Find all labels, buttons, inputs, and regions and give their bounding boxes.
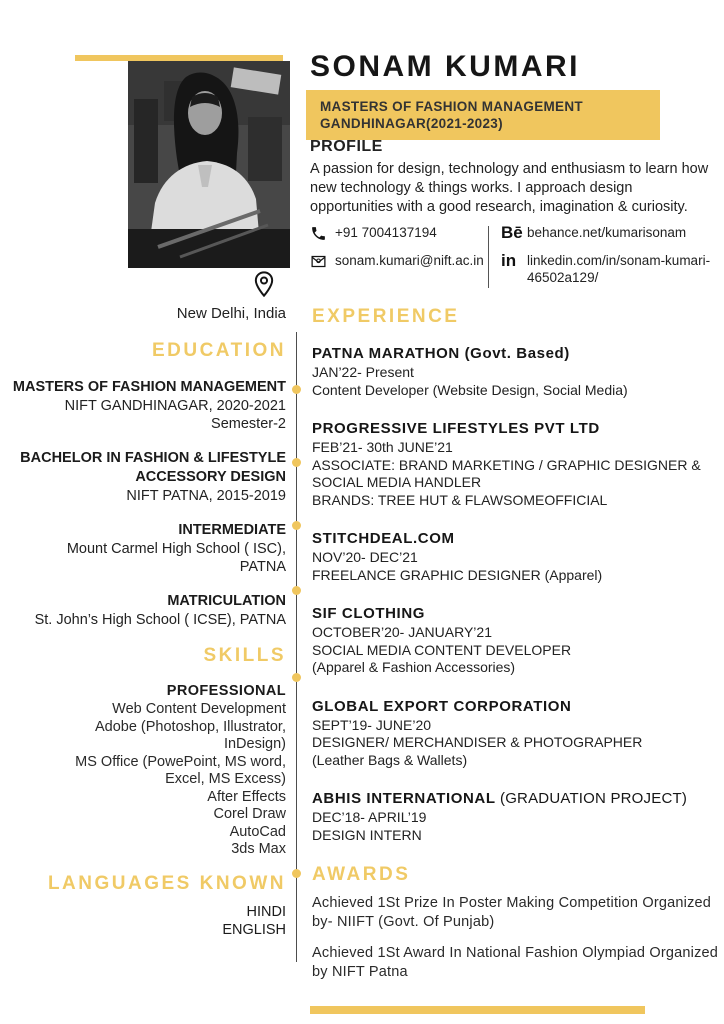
experience-company <box>312 789 720 809</box>
language-item: ENGLISH <box>222 921 286 938</box>
timeline-dot <box>292 869 301 878</box>
education-item-title: MATRICULATION <box>167 593 286 609</box>
skill-item: Corel Draw <box>213 806 286 822</box>
education-item-title: MASTERS OF FASHION MANAGEMENT <box>12 379 286 395</box>
contact-right-column <box>491 224 720 296</box>
behance-icon: Bē <box>501 223 523 242</box>
timeline-dot <box>292 521 301 530</box>
behance-row <box>501 224 720 242</box>
experience-company: PROGRESSIVE LIFESTYLES PVT LTD <box>312 420 600 437</box>
education-item <box>0 449 286 505</box>
email-value[interactable]: sonam.kumari@nift.ac.in <box>335 253 484 268</box>
language-item: HINDI <box>246 903 286 920</box>
location-pin-icon <box>250 270 278 298</box>
education-item <box>0 521 286 576</box>
phone-row <box>310 224 488 242</box>
profile-title: PROFILE <box>310 138 383 155</box>
linkedin-value[interactable]: linkedin.com/in/sonam-kumari-46502a129/ <box>527 253 711 285</box>
column-divider <box>296 332 297 962</box>
education-item-line: NIFT PATNA, 2015-2019 <box>126 488 286 504</box>
contact-section <box>310 224 720 296</box>
timeline-dot <box>292 586 301 595</box>
experience-item <box>312 419 720 509</box>
education-item-line: St. John’s High School ( ICSE), PATNA <box>34 612 286 628</box>
location-value: New Delhi, India <box>176 305 286 322</box>
experience-line: DEC’18- APRIL’19 <box>312 809 427 825</box>
experience-line: DESIGN INTERN <box>312 826 422 843</box>
timeline-dot <box>292 458 301 467</box>
contact-left-column <box>310 224 488 296</box>
education-item-line: Mount Carmel High School ( ISC), PATNA <box>66 541 286 575</box>
left-column <box>0 332 286 939</box>
award-item: Achieved 1St Prize In Poster Making Competition Organized by- NIIFT (Govt. Of Punjab) <box>312 895 712 930</box>
experience-company-name: ABHIS INTERNATIONAL <box>312 790 496 807</box>
profile-photo-image <box>128 61 290 268</box>
contact-divider <box>488 226 489 288</box>
experience-line: Content Developer (Website Design, Social Media) <box>312 381 628 398</box>
experience-company: STITCHDEAL.COM <box>312 530 455 547</box>
experience-company-suffix: (GRADUATION PROJECT) <box>495 790 688 807</box>
experience-title: EXPERIENCE <box>312 306 460 327</box>
education-item-line: NIFT GANDHINAGAR, 2020-2021 <box>64 398 286 414</box>
skill-item: Adobe (Photoshop, Illustrator, InDesign) <box>94 718 286 752</box>
languages-title: LANGUAGES KNOWN <box>47 872 286 894</box>
experience-line: SEPT’19- JUNE’20 <box>312 716 432 733</box>
education-item-title: BACHELOR IN FASHION & LIFESTYLE ACCESSORY DESIGN <box>20 450 286 485</box>
profile-section <box>310 138 712 217</box>
experience-item <box>312 697 720 770</box>
linkedin-row <box>501 252 720 286</box>
experience-line: FEB’21- 30th JUNE’21 <box>312 439 453 455</box>
skill-item: MS Office (PowePoint, MS word, Excel, MS Excess) <box>75 753 286 787</box>
email-icon <box>310 253 327 270</box>
skill-item: Web Content Development <box>112 701 286 717</box>
experience-line: DESIGNER/ MERCHANDISER & PHOTOGRAPHER <box>312 734 643 750</box>
degree-badge-line2: GANDHINAGAR(2021-2023) <box>320 116 503 131</box>
linkedin-icon: in <box>501 251 517 270</box>
bottom-accent-bar <box>310 1006 645 1014</box>
skill-item: After Effects <box>207 788 286 805</box>
behance-value[interactable]: behance.net/kumarisonam <box>527 225 687 240</box>
experience-item <box>312 604 720 677</box>
award-item: Achieved 1St Award In National Fashion Olympiad Organized by NIFT Patna <box>312 945 719 980</box>
degree-badge-line1: MASTERS OF FASHION MANAGEMENT <box>320 99 583 114</box>
experience-line: FREELANCE GRAPHIC DESIGNER (Apparel) <box>312 566 603 583</box>
profile-photo <box>128 61 290 268</box>
skill-item: AutoCad <box>229 823 286 840</box>
experience-item <box>312 789 720 844</box>
email-row <box>310 252 488 270</box>
person-name: SONAM KUMARI <box>310 50 580 83</box>
experience-line: (Apparel & Fashion Accessories) <box>312 659 516 675</box>
phone-value[interactable]: +91 7004137194 <box>335 225 437 240</box>
phone-icon <box>310 225 327 242</box>
right-column <box>312 306 720 994</box>
timeline-dot <box>292 385 301 394</box>
experience-company: GLOBAL EXPORT CORPORATION <box>312 697 572 715</box>
education-item <box>0 592 286 629</box>
skills-title: SKILLS <box>203 645 286 666</box>
experience-line: ASSOCIATE: BRAND MARKETING / GRAPHIC DESIGNER & SOCIAL MEDIA HANDLER <box>312 456 701 490</box>
education-item-title: INTERMEDIATE <box>178 522 286 538</box>
education-title: EDUCATION <box>151 340 286 361</box>
experience-item <box>312 529 720 584</box>
experience-item <box>312 344 720 399</box>
experience-company: SIF CLOTHING <box>312 605 426 622</box>
awards-title: AWARDS <box>312 864 411 885</box>
experience-line: JAN’22- Present <box>312 364 414 380</box>
experience-line: BRANDS: TREE HUT & FLAWSOMEOFFICIAL <box>312 491 608 508</box>
timeline-dot <box>292 673 301 682</box>
skill-item: 3ds Max <box>231 841 286 857</box>
experience-company: PATNA MARATHON (Govt. Based) <box>312 345 570 362</box>
experience-line: OCTOBER’20- JANUARY’21 <box>312 624 492 640</box>
location-block <box>0 270 286 322</box>
experience-line: NOV’20- DEC’21 <box>312 549 418 565</box>
degree-badge <box>306 90 660 140</box>
experience-line: SOCIAL MEDIA CONTENT DEVELOPER <box>312 641 572 658</box>
skills-group-label: PROFESSIONAL <box>166 683 286 699</box>
experience-line: (Leather Bags & Wallets) <box>312 751 468 768</box>
education-item-line: Semester-2 <box>211 416 286 432</box>
profile-text: A passion for design, technology and enthusiasm to learn how new technology & things works. I approach design opportunities with a good research, imagination & curiosity. <box>310 161 709 215</box>
education-item <box>0 378 286 433</box>
